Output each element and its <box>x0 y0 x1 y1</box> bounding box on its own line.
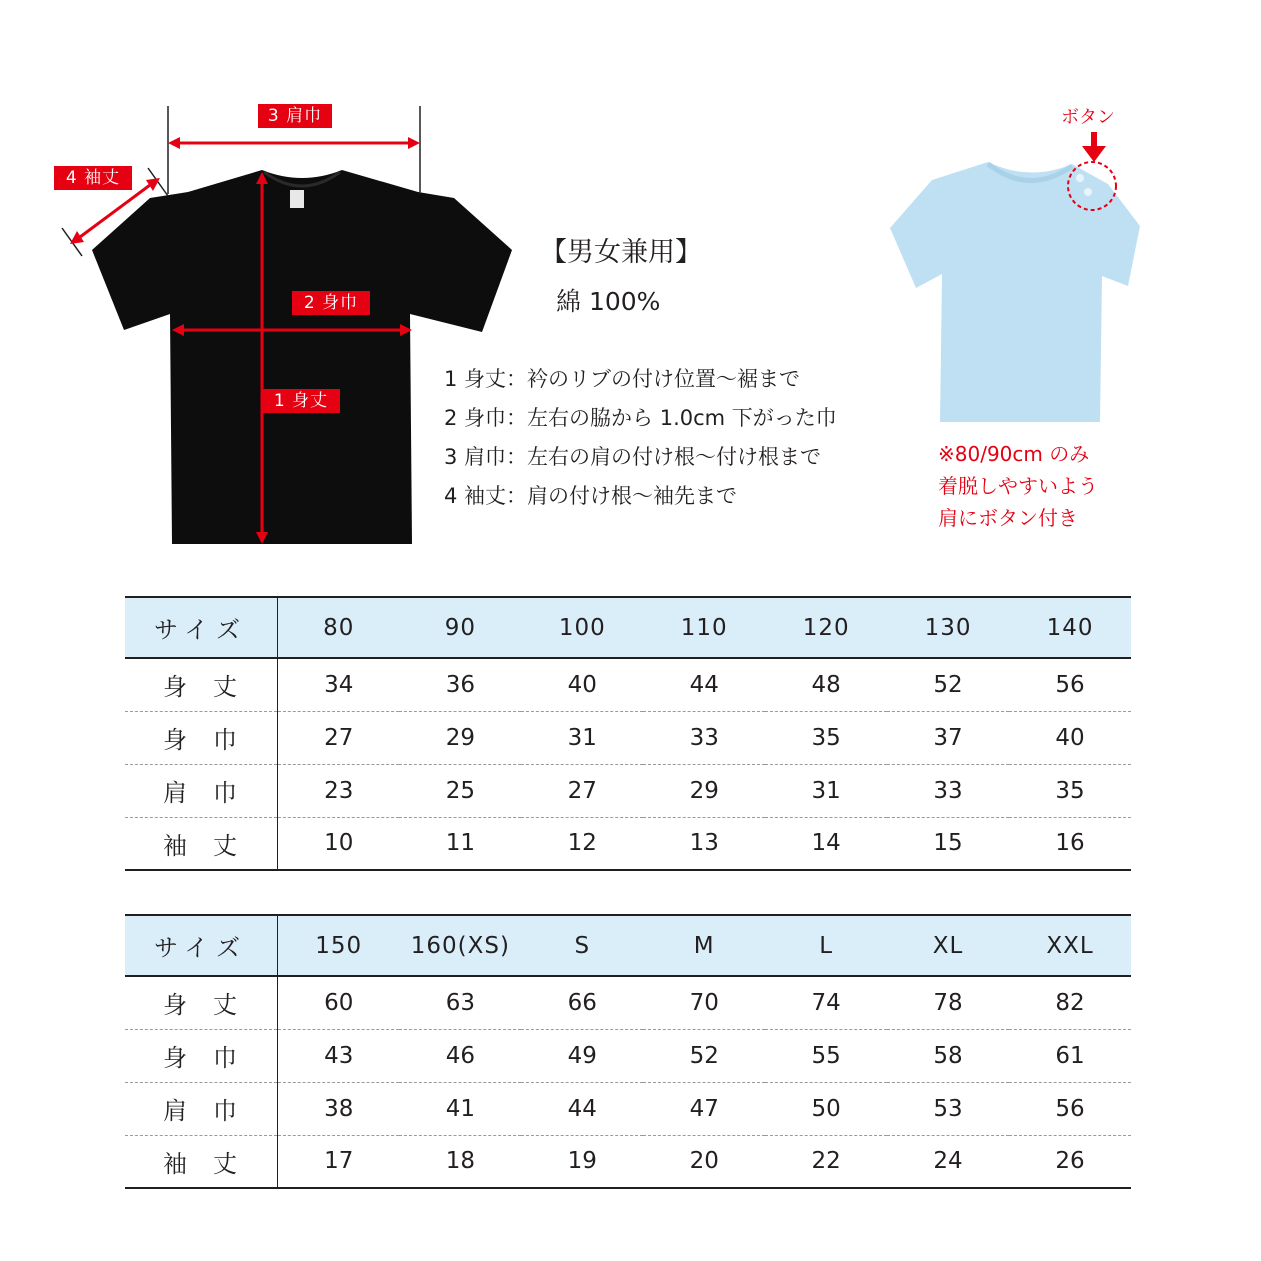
row-label: 身巾 <box>125 711 278 764</box>
value-cell: 40 <box>567 671 597 698</box>
row-label: 身丈 <box>125 976 278 1029</box>
table-row <box>125 711 1131 764</box>
value-cell: 36 <box>445 671 476 698</box>
value-cell: 19 <box>521 1135 643 1188</box>
value-cell: 74 <box>811 989 841 1016</box>
body-length-tag: 1 身丈 <box>262 389 340 413</box>
value-cell: 50 <box>765 1082 887 1135</box>
table-row <box>125 817 1131 870</box>
value-cell: 61 <box>1009 1029 1131 1082</box>
value-cell: 35 <box>765 711 887 764</box>
value-cell: 56 <box>1055 671 1085 698</box>
definition-body-length: 1 身丈：衿のリブの付け位置～裾まで <box>444 367 801 391</box>
row-label: 袖丈 <box>125 817 278 870</box>
note-line-3: 肩にボタン付き <box>938 506 1078 530</box>
table-row <box>125 1029 1131 1082</box>
value-cell: 52 <box>643 1029 765 1082</box>
size-header-row <box>125 597 1131 658</box>
value-cell: 20 <box>643 1135 765 1188</box>
neck-label <box>290 190 304 208</box>
value-cell: 24 <box>887 1135 1009 1188</box>
size-cell: 150 <box>278 915 400 976</box>
table-row <box>125 1082 1131 1135</box>
value-cell: 27 <box>521 764 643 817</box>
value-cell: 29 <box>399 711 521 764</box>
value-cell: 47 <box>643 1082 765 1135</box>
value-cell: 14 <box>765 817 887 870</box>
size-cell: M <box>643 915 765 976</box>
sleeve-length-tag: 4 袖丈 <box>54 166 132 190</box>
row-label: 身巾 <box>125 1029 278 1082</box>
value-cell: 33 <box>887 764 1009 817</box>
value-cell: 15 <box>887 817 1009 870</box>
size-cell: 160(XS) <box>399 915 521 976</box>
value-cell: 16 <box>1009 817 1131 870</box>
table-row <box>125 764 1131 817</box>
value-cell: 29 <box>643 764 765 817</box>
value-cell: 23 <box>278 764 400 817</box>
size-cell: XL <box>887 915 1009 976</box>
tshirt-measure-diagram <box>0 0 560 560</box>
definition-sleeve-length: 4 袖丈：肩の付け根～袖先まで <box>444 484 738 508</box>
value-cell: 41 <box>399 1082 521 1135</box>
value-cell: 10 <box>278 817 400 870</box>
value-cell: 56 <box>1009 1082 1131 1135</box>
table-row <box>125 1135 1131 1188</box>
value-cell: 48 <box>811 671 841 698</box>
size-table-adult <box>125 914 1131 1189</box>
row-label: 袖丈 <box>125 1135 278 1188</box>
size-cell: 80 <box>278 597 400 658</box>
value-cell: 46 <box>399 1029 521 1082</box>
value-cell: 60 <box>324 989 354 1016</box>
value-cell: 31 <box>765 764 887 817</box>
value-cell: 34 <box>324 671 354 698</box>
definition-shoulder-width: 3 肩巾：左右の肩の付け根～付け根まで <box>444 445 822 469</box>
row-label: 肩巾 <box>125 764 278 817</box>
value-cell: 26 <box>1009 1135 1131 1188</box>
value-cell: 17 <box>278 1135 400 1188</box>
value-cell: 49 <box>521 1029 643 1082</box>
value-cell: 31 <box>521 711 643 764</box>
value-cell: 25 <box>399 764 521 817</box>
table-row <box>125 976 1131 1029</box>
size-cell: L <box>765 915 887 976</box>
value-cell: 11 <box>399 817 521 870</box>
value-cell: 63 <box>445 989 476 1016</box>
value-cell: 52 <box>933 671 963 698</box>
size-header-label: サイズ <box>125 915 278 976</box>
size-header-row <box>125 915 1131 976</box>
material-text: 綿 100% <box>556 287 661 316</box>
button-label: ボタン <box>1061 107 1115 128</box>
size-cell: 110 <box>643 597 765 658</box>
value-cell: 82 <box>1055 989 1085 1016</box>
value-cell: 44 <box>689 671 719 698</box>
size-cell: 140 <box>1009 597 1131 658</box>
row-label: 身丈 <box>125 658 278 711</box>
unisex-title: 【男女兼用】 <box>540 237 702 268</box>
value-cell: 38 <box>278 1082 400 1135</box>
value-cell: 33 <box>643 711 765 764</box>
baby-tshirt-diagram <box>880 120 1150 440</box>
value-cell: 12 <box>521 817 643 870</box>
value-cell: 66 <box>567 989 597 1016</box>
value-cell: 18 <box>399 1135 521 1188</box>
down-arrow-icon <box>1082 146 1106 162</box>
size-cell: XXL <box>1009 915 1131 976</box>
note-line-1: ※80/90cm のみ <box>938 442 1090 466</box>
value-cell: 70 <box>689 989 719 1016</box>
size-cell: 130 <box>887 597 1009 658</box>
definition-body-width: 2 身巾：左右の脇から 1.0cm 下がった巾 <box>444 406 837 430</box>
value-cell: 58 <box>887 1029 1009 1082</box>
value-cell: 78 <box>933 989 963 1016</box>
value-cell: 40 <box>1009 711 1131 764</box>
value-cell: 22 <box>765 1135 887 1188</box>
size-table-kids <box>125 596 1131 871</box>
table-row <box>125 658 1131 711</box>
size-cell: 120 <box>765 597 887 658</box>
size-cell: 90 <box>399 597 521 658</box>
body-width-tag: 2 身巾 <box>292 291 370 315</box>
value-cell: 37 <box>887 711 1009 764</box>
shoulder-width-tag: 3 肩巾 <box>258 104 332 128</box>
size-cell: S <box>521 915 643 976</box>
value-cell: 35 <box>1009 764 1131 817</box>
value-cell: 44 <box>521 1082 643 1135</box>
blue-tshirt-illustration <box>890 162 1140 422</box>
value-cell: 55 <box>765 1029 887 1082</box>
value-cell: 27 <box>278 711 400 764</box>
value-cell: 43 <box>278 1029 400 1082</box>
value-cell: 53 <box>887 1082 1009 1135</box>
row-label: 肩巾 <box>125 1082 278 1135</box>
size-cell: 100 <box>521 597 643 658</box>
note-line-2: 着脱しやすいよう <box>938 474 1098 498</box>
value-cell: 13 <box>643 817 765 870</box>
size-header-label: サイズ <box>125 597 278 658</box>
